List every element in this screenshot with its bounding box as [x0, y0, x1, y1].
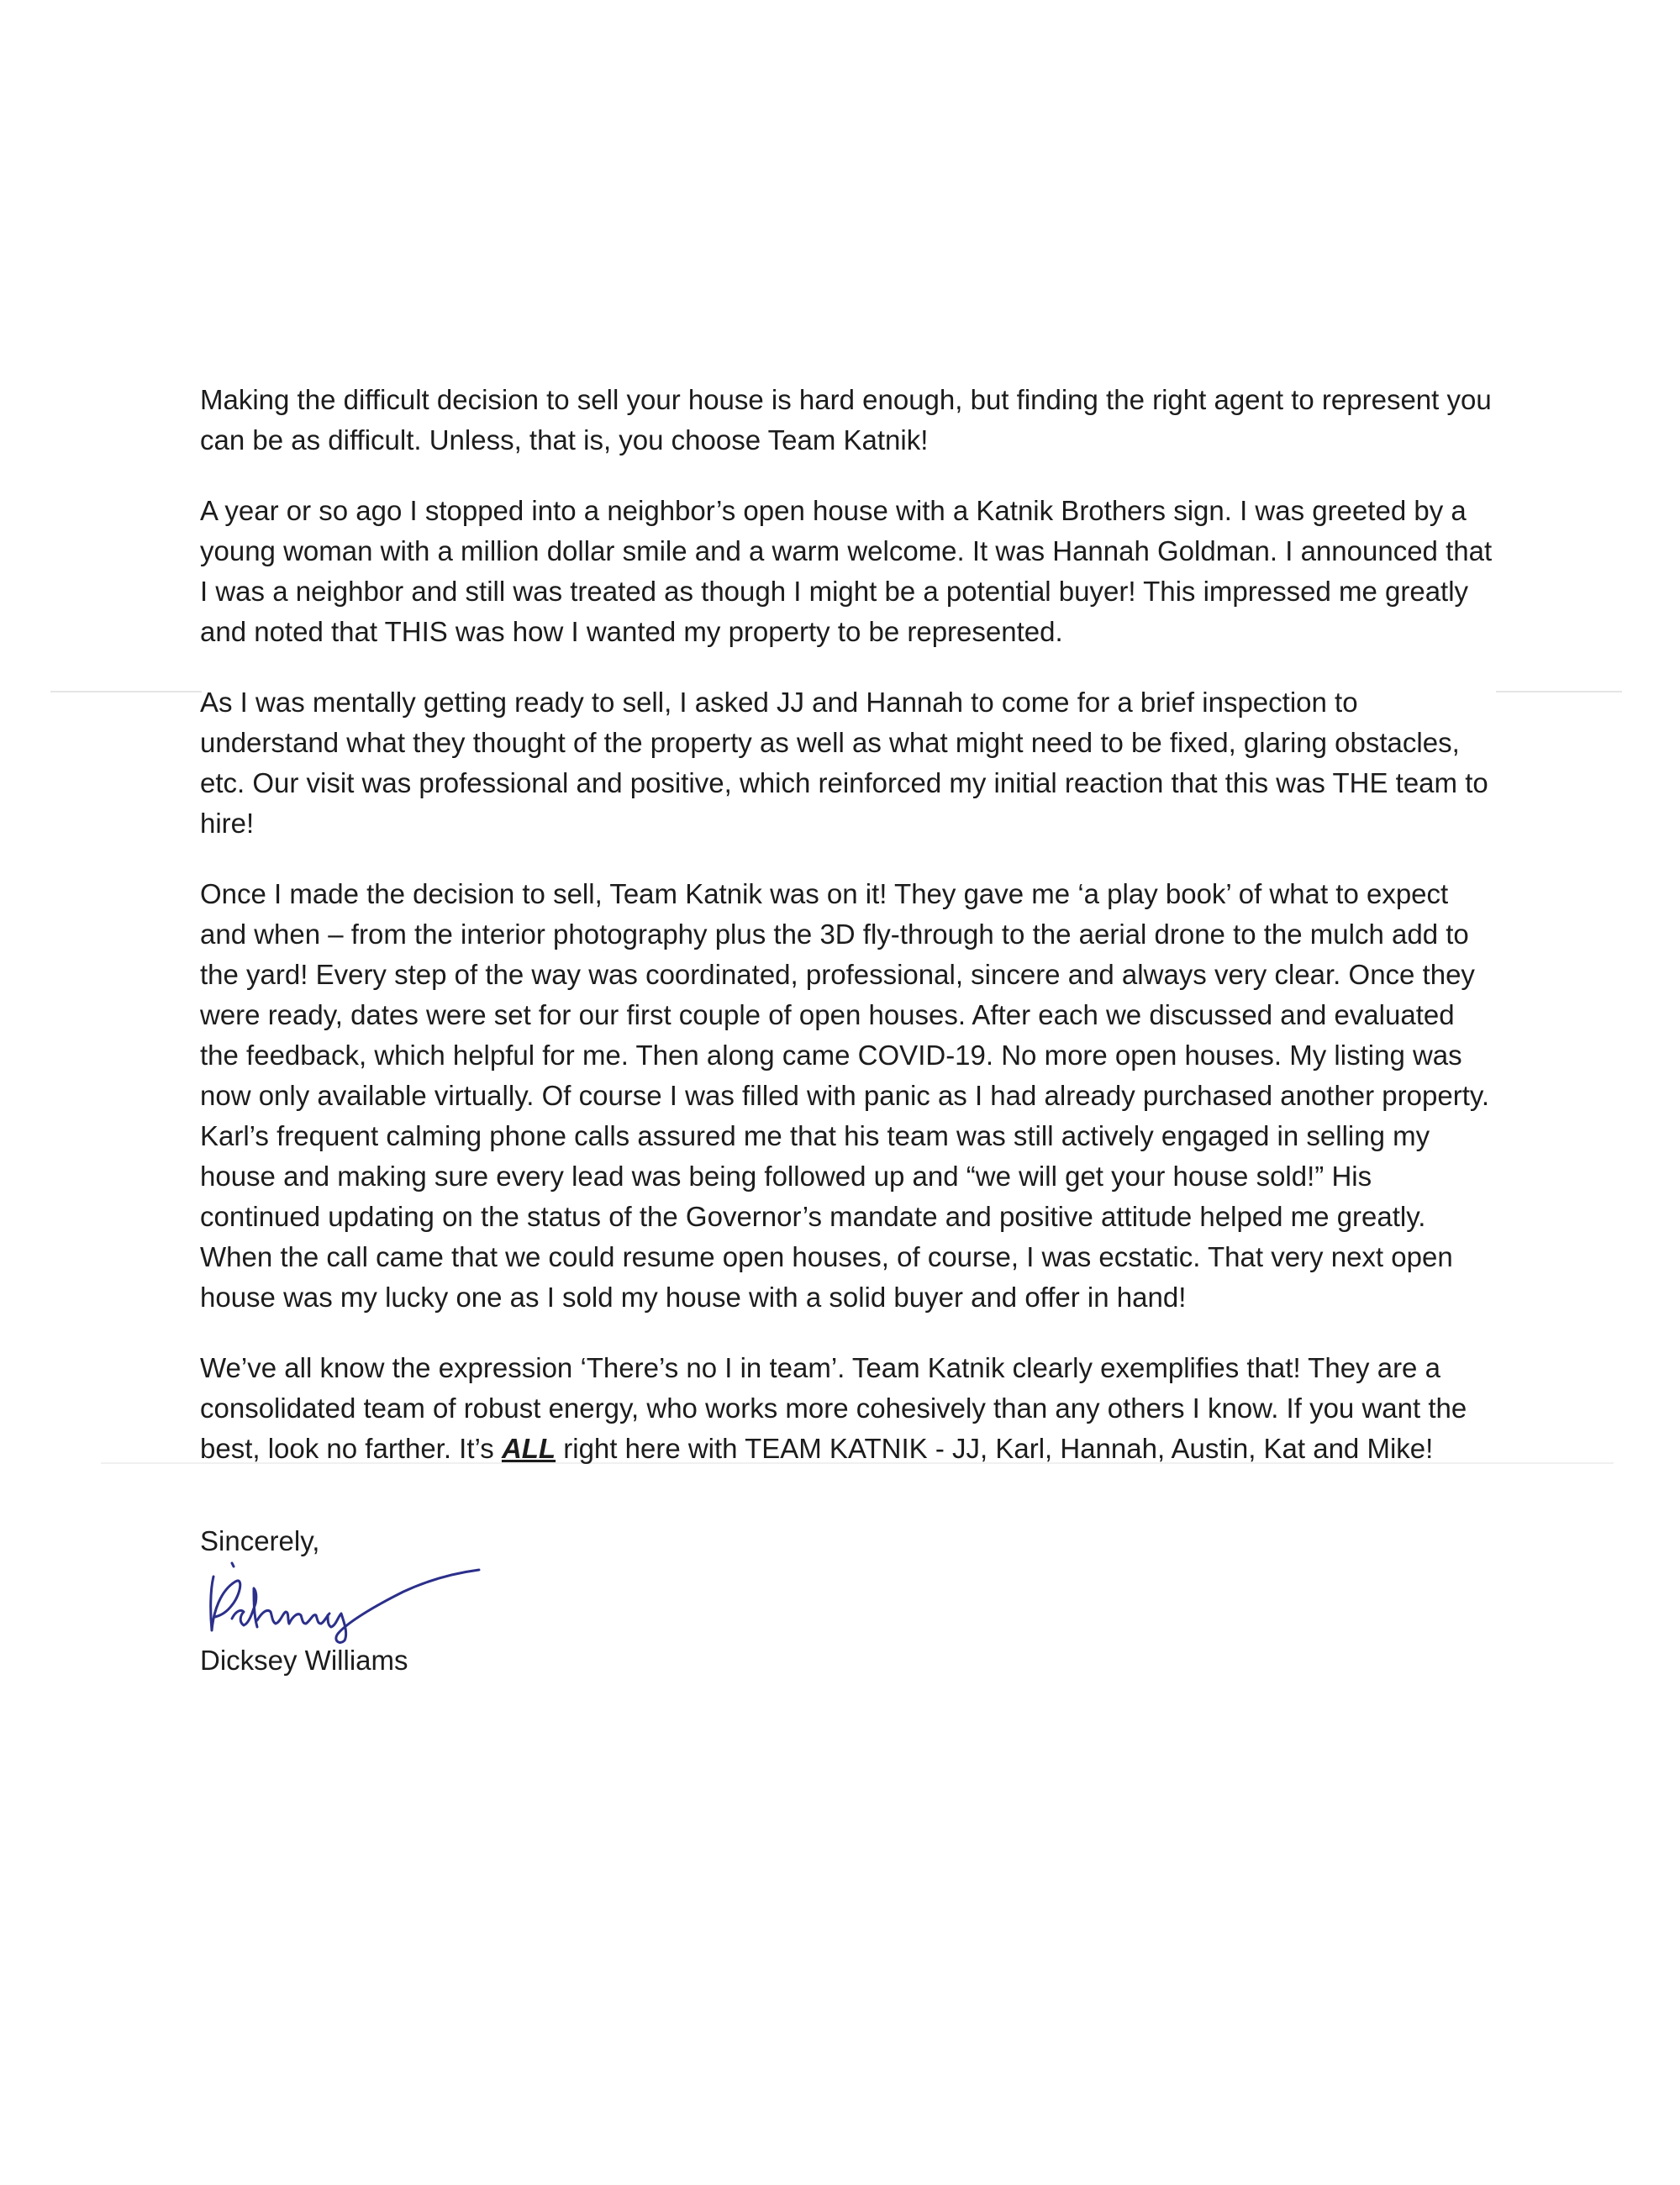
signer-name: Dicksey Williams: [200, 1645, 408, 1676]
paragraph-open-house: A year or so ago I stopped into a neighbor’s open house with a Katnik Brothers sign. I was greeted by a young woman with a million dollar smile and a warm welcome. It was Hannah Goldman. I announced that I was a neighbor and still was treated as though I might be a potential buyer! This impressed me greatly and noted that THIS was how I wanted my property to be represented.: [200, 495, 1493, 647]
paragraph-selling-process: Once I made the decision to sell, Team Katnik was on it! They gave me ‘a play book’ of what to expect and when – from the interior photography plus the 3D fly-through to the aerial drone to the mulch add to the yard! Every step of the way was coordinated, professional, sincere and always very clear. Once they were ready, dates were set for our first couple of open houses. After each we discussed and evaluated the feedback, which helpful for me. Then along came COVID-19. No more open houses. My listing was now only available virtually. Of course I was filled with panic as I had already purchased another property. Karl’s frequent calming phone calls assured me that his team was still actively engaged in selling my house and making sure every lead was being followed up and “we will get your house sold!” His continued updating on the status of the Governor’s mandate and positive attitude helped me greatly. When the call came that we could resume open houses, of course, I was ecstatic. That very next open house was my lucky one as I sold my house with a solid buyer and offer in hand!: [200, 878, 1490, 1313]
paragraph-team-text-before: We’ve all know the expression ‘There’s no I in team’. Team Katnik clearly exemplifies that! They are a consolidated team of robust energy, who works more cohesively than any others I know. If you want the best, look no farther. It’s: [200, 1352, 1467, 1464]
letter-body: [200, 380, 1498, 1499]
paragraph-team-text-after: right here with TEAM KATNIK - JJ, Karl, Hannah, Austin, Kat and Mike!: [556, 1433, 1434, 1464]
closing-salutation: Sincerely,: [200, 1525, 320, 1556]
scan-artifact: [50, 691, 202, 692]
paragraph-intro: Making the difficult decision to sell your house is hard enough, but finding the right agent to represent you can be as difficult. Unless, that is, you choose Team Katnik!: [200, 384, 1492, 455]
paragraph-inspection: As I was mentally getting ready to sell, I asked JJ and Hannah to come for a brief inspection to understand what they thought of the property as well as what might need to be fixed, glaring obstacles, etc. Our visit was professional and positive, which reinforced my initial reaction that this was THE team to hire!: [200, 687, 1488, 839]
emphasis-all: ALL: [501, 1433, 556, 1464]
scan-artifact: [1496, 691, 1622, 692]
handwritten-signature: [202, 1553, 504, 1645]
paragraph-team: [200, 1348, 1498, 1469]
